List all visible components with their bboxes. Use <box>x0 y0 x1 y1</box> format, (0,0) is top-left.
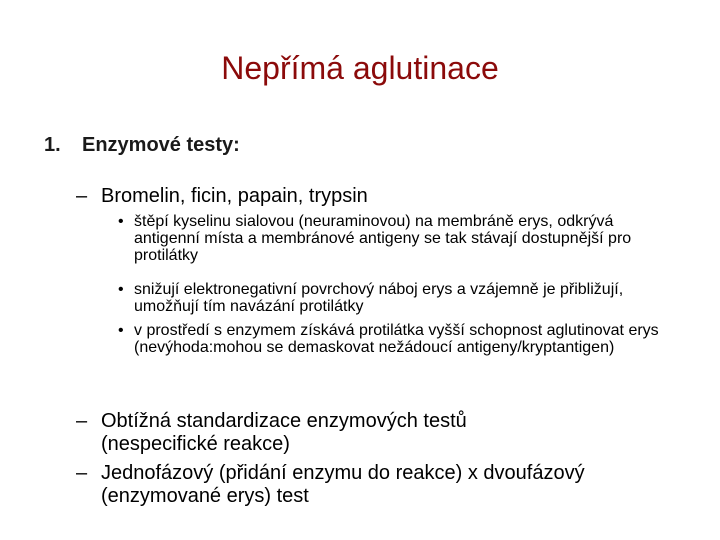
dash-item-text: Jednofázový (přidání enzymu do reakce) x dvoufázový (enzymované erys) test <box>101 462 585 507</box>
dash-item-text: Bromelin, ficin, papain, trypsin <box>101 185 368 207</box>
bullet-item-sialic-acid <box>118 213 678 264</box>
bullet-marker: • <box>118 322 124 339</box>
dash-item-enzymes <box>76 185 636 208</box>
dash-marker: – <box>76 410 88 432</box>
bullet-marker: • <box>118 213 124 230</box>
bullet-item-text: snižují elektronegativní povrchový náboj erys a vzájemně je přibližují, umožňují tím navázání protilátky <box>134 281 624 315</box>
numbered-item-enzyme-tests <box>44 132 240 158</box>
dash-item-text: Obtížná standardizace enzymových testů (nespecifické reakce) <box>101 410 467 455</box>
bullet-item-text: štěpí kyselinu sialovou (neuraminovou) na membráně erys, odkrývá antigenní místa a membránové antigeny se tak stávají dostupnější pro protilátky <box>134 213 632 264</box>
item-heading: Enzymové testy: <box>82 134 240 156</box>
slide-title: Nepřímá aglutinace <box>221 50 499 86</box>
dash-item-standardization <box>76 410 576 456</box>
bullet-marker: • <box>118 281 124 298</box>
item-number: 1. <box>44 134 61 156</box>
dash-marker: – <box>76 185 88 207</box>
bullet-item-text: v prostředí s enzymem získává protilátka vyšší schopnost aglutinovat erys (nevýhoda:mohou se demaskovat nežádoucí antigeny/kryptantigen) <box>134 322 659 356</box>
bullet-item-agglutination <box>118 322 678 356</box>
bullet-item-surface-charge <box>118 281 678 315</box>
dash-marker: – <box>76 462 88 484</box>
dash-item-phase-test <box>76 462 596 508</box>
